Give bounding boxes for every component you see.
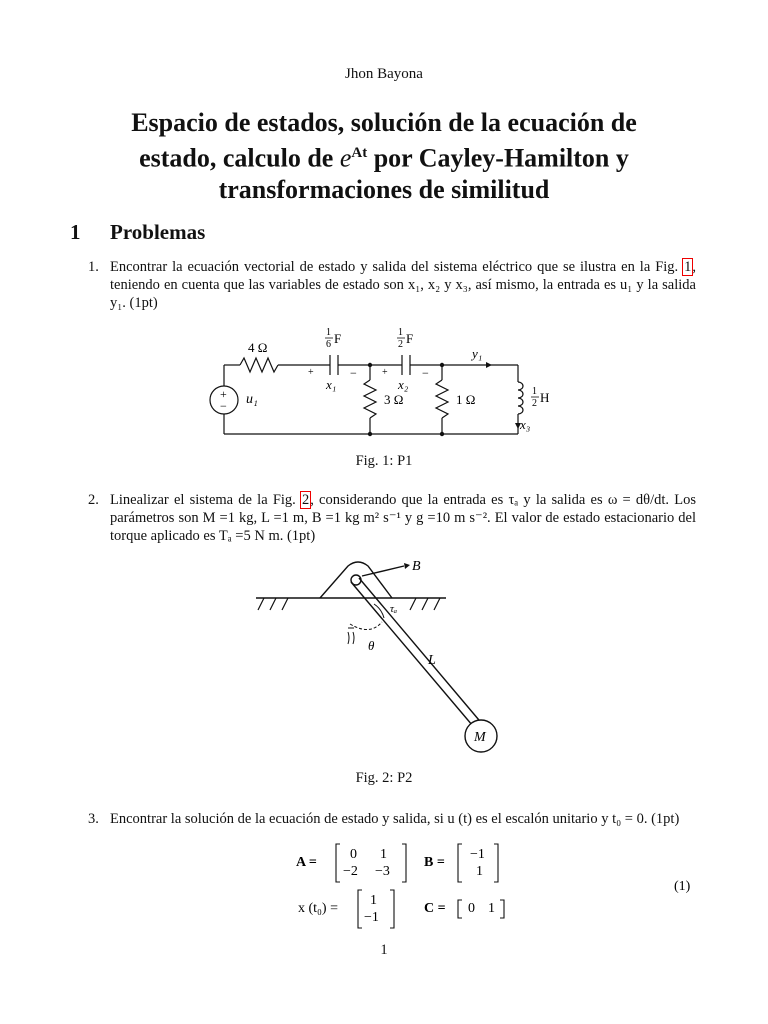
source-plus: + <box>220 387 227 401</box>
page-number: 1 <box>380 942 388 958</box>
figure-2-caption: Fig. 2: P2 <box>355 770 413 786</box>
svg-text:2: 2 <box>398 339 403 350</box>
label-B: B <box>412 559 421 574</box>
label-c2: F <box>406 331 414 346</box>
label-x2: x₂ <box>398 377 409 392</box>
svg-text:6: 6 <box>326 339 331 350</box>
label-L: L <box>428 653 436 668</box>
svg-text:−1: −1 <box>364 910 379 925</box>
svg-text:−3: −3 <box>375 864 390 879</box>
svg-text:0: 0 <box>350 847 357 862</box>
figure-ref-link[interactable]: 2 <box>301 492 310 508</box>
figure-ref-link[interactable]: 1 <box>684 259 692 275</box>
label-c1: F <box>334 331 342 346</box>
label-y1: y₁ <box>472 346 483 361</box>
svg-text:1: 1 <box>326 327 331 338</box>
source-minus: − <box>220 399 227 413</box>
eq-x0-label: x (t₀) = <box>298 901 338 916</box>
svg-text:−: − <box>422 366 429 380</box>
problem-3: 3. Encontrar la solución de la ecuación de estado y salida, si u (t) es el escalón unitario y t₀ = 0. (1pt) <box>88 811 680 827</box>
page-title <box>60 107 708 205</box>
figure-1-caption: Fig. 1: P1 <box>355 453 413 469</box>
problem-number: 1. <box>88 259 99 275</box>
problem-1: 1. Encontrar la ecuación vectorial de estado y salida del sistema eléctrico que se ilustra en la Fig. 1, teniendo en cuenta que las variables de estado son x₁, x₂ y x₃, así mismo, la entrada es u₁ y la salida y₁. (1pt) <box>88 259 696 311</box>
label-tau: τₐ <box>390 603 398 615</box>
label-u1: u₁ <box>246 392 258 407</box>
title-line-2: estado, calculo de $e^{At}$ por Cayley-Hamilton y <box>139 143 629 173</box>
title-line-3: transformaciones de similitud <box>218 174 550 204</box>
section-heading <box>70 220 205 245</box>
label-x1: x₁ <box>326 377 337 392</box>
title-line-1: Espacio de estados, solución de la ecuación de <box>131 108 637 137</box>
svg-text:1: 1 <box>370 893 377 908</box>
problem-2: 2. Linealizar el sistema de la Fig. 2, considerando que la entrada es τₐ y la salida es ω = dθ/dt. Los parámetros son M =1 kg, L =1 m, B =1 kg m² s⁻¹ y g =10 m s⁻². El valor de estado estacionario del torque aplicado es Tₐ =5 N m. (1pt) <box>88 492 696 544</box>
label-r1: 4 Ω <box>248 340 268 355</box>
label-r3: 1 Ω <box>456 392 476 407</box>
eq-C-label: C = <box>424 901 446 916</box>
problem-number: 2. <box>88 492 99 508</box>
label-l1: H <box>540 390 550 405</box>
label-M: M <box>474 730 486 745</box>
label-r2: 3 Ω <box>384 392 404 407</box>
svg-text:1: 1 <box>532 386 537 397</box>
svg-text:−1: −1 <box>470 847 485 862</box>
svg-text:1: 1 <box>476 864 483 879</box>
svg-text:1: 1 <box>398 327 403 338</box>
svg-text:1: 1 <box>488 901 495 916</box>
equation-number: (1) <box>674 879 691 894</box>
section-title: Problemas <box>110 220 206 244</box>
svg-text:−2: −2 <box>343 864 358 879</box>
equation-block <box>290 840 710 932</box>
problem-number: 3. <box>88 811 99 827</box>
svg-text:+: + <box>382 367 388 378</box>
svg-text:−: − <box>350 366 357 380</box>
author: Jhon Bayona <box>345 66 423 82</box>
section-number: 1 <box>70 220 81 244</box>
svg-text:2: 2 <box>532 398 537 409</box>
eq-A-label: A = <box>296 855 317 870</box>
svg-text:1: 1 <box>380 847 387 862</box>
label-theta: θ <box>368 638 375 653</box>
figure-2-pendulum <box>250 552 510 762</box>
label-x3: x₃ <box>520 417 531 432</box>
svg-text:+: + <box>308 367 314 378</box>
figure-1-circuit <box>200 322 570 442</box>
eq-B-label: B = <box>424 855 445 870</box>
svg-text:0: 0 <box>468 901 475 916</box>
